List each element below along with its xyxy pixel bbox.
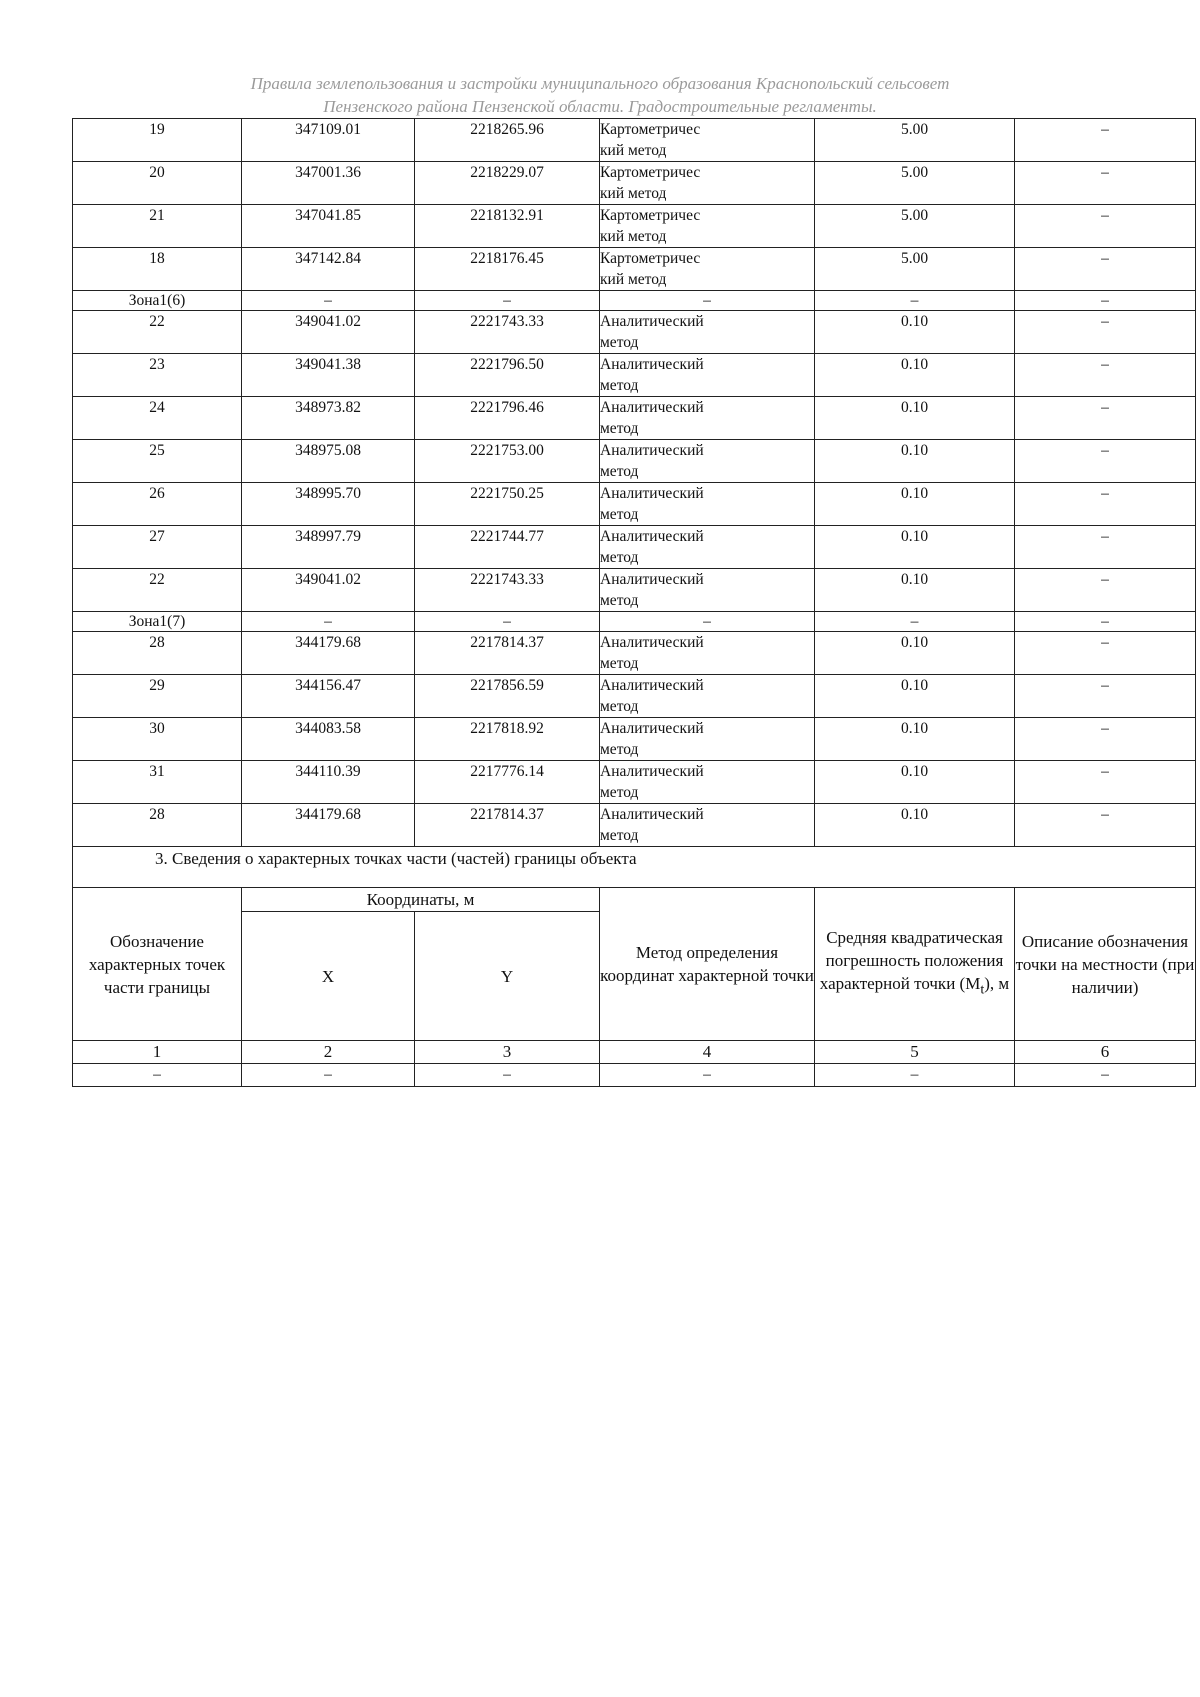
description: – — [1015, 291, 1196, 311]
coord-x: 348997.79 — [242, 526, 415, 569]
column-number: 3 — [415, 1041, 600, 1064]
table-row — [73, 761, 1196, 804]
method-line-1: Аналитический — [600, 399, 704, 416]
description: – — [1015, 311, 1196, 354]
description: – — [1015, 632, 1196, 675]
table-row — [73, 397, 1196, 440]
coord-x: 348973.82 — [242, 397, 415, 440]
description: – — [1015, 397, 1196, 440]
table-row — [73, 119, 1196, 162]
description: – — [1015, 440, 1196, 483]
method — [600, 675, 815, 718]
table-row — [73, 526, 1196, 569]
method: – — [600, 612, 815, 632]
point-number: 23 — [73, 354, 242, 397]
method-line-2: кий метод — [600, 271, 667, 288]
table-row — [73, 311, 1196, 354]
description: – — [1015, 205, 1196, 248]
mean-error: 0.10 — [815, 804, 1015, 847]
method-line-1: Картометричес — [600, 164, 701, 181]
description: – — [1015, 248, 1196, 291]
header-y: Y — [415, 912, 600, 1041]
coord-y: – — [415, 612, 600, 632]
column-number: 1 — [73, 1041, 242, 1064]
method-line-1: Аналитический — [600, 356, 704, 373]
description: – — [1015, 354, 1196, 397]
method — [600, 354, 815, 397]
mean-error: 0.10 — [815, 761, 1015, 804]
coord-y: 2217776.14 — [415, 761, 600, 804]
method-line-2: метод — [600, 377, 639, 394]
method-line-1: Аналитический — [600, 313, 704, 330]
coord-x: – — [242, 612, 415, 632]
coord-x: 348995.70 — [242, 483, 415, 526]
coord-y: – — [415, 291, 600, 311]
mean-error: 0.10 — [815, 440, 1015, 483]
point-number: 25 — [73, 440, 242, 483]
coord-x: 344083.58 — [242, 718, 415, 761]
table-row — [73, 248, 1196, 291]
coord-x: 344110.39 — [242, 761, 415, 804]
header-method: Метод определения координат характерной точки — [600, 888, 815, 1041]
method-line-2: метод — [600, 698, 639, 715]
table-row — [73, 483, 1196, 526]
coord-y: 2217814.37 — [415, 632, 600, 675]
method — [600, 569, 815, 612]
column-number: 5 — [815, 1041, 1015, 1064]
header-x: X — [242, 912, 415, 1041]
method-line-2: метод — [600, 741, 639, 758]
coord-y: 2218132.91 — [415, 205, 600, 248]
method-line-1: Аналитический — [600, 571, 704, 588]
method-line-1: Аналитический — [600, 720, 704, 737]
method-line-2: метод — [600, 549, 639, 566]
description: – — [1015, 526, 1196, 569]
point-number: 19 — [73, 119, 242, 162]
method — [600, 162, 815, 205]
table-row — [73, 675, 1196, 718]
table-row — [73, 632, 1196, 675]
mean-error: 0.10 — [815, 632, 1015, 675]
coord-x: – — [242, 291, 415, 311]
point-number: 28 — [73, 632, 242, 675]
method: – — [600, 291, 815, 311]
coord-y: 2221743.33 — [415, 569, 600, 612]
empty-cell: – — [73, 1064, 242, 1087]
coord-y: 2217814.37 — [415, 804, 600, 847]
point-number: 26 — [73, 483, 242, 526]
method — [600, 483, 815, 526]
point-number: Зона1(6) — [73, 291, 242, 311]
method — [600, 205, 815, 248]
coord-x: 348975.08 — [242, 440, 415, 483]
description: – — [1015, 612, 1196, 632]
method-line-2: кий метод — [600, 185, 667, 202]
method-line-1: Аналитический — [600, 485, 704, 502]
column-number: 6 — [1015, 1041, 1196, 1064]
method-line-1: Картометричес — [600, 250, 701, 267]
header-line-1: Правила землепользования и застройки муниципального образования Краснопольский сельсовет — [250, 74, 950, 93]
method — [600, 761, 815, 804]
point-number: 29 — [73, 675, 242, 718]
mean-error: – — [815, 612, 1015, 632]
column-number: 2 — [242, 1041, 415, 1064]
coord-x: 347041.85 — [242, 205, 415, 248]
coord-y: 2221744.77 — [415, 526, 600, 569]
point-number: Зона1(7) — [73, 612, 242, 632]
method-line-1: Картометричес — [600, 207, 701, 224]
method-line-2: метод — [600, 420, 639, 437]
description: – — [1015, 483, 1196, 526]
header-error-unit: ), м — [984, 974, 1010, 994]
method-line-1: Аналитический — [600, 528, 704, 545]
method-line-1: Аналитический — [600, 634, 704, 651]
coord-x: 349041.02 — [242, 311, 415, 354]
table-row — [73, 162, 1196, 205]
mean-error: 5.00 — [815, 205, 1015, 248]
method-line-2: метод — [600, 506, 639, 523]
coord-x: 347142.84 — [242, 248, 415, 291]
method-line-1: Аналитический — [600, 763, 704, 780]
table-row — [73, 718, 1196, 761]
mean-error: 0.10 — [815, 526, 1015, 569]
empty-cell: – — [242, 1064, 415, 1087]
boundary-points-table — [72, 118, 1196, 1087]
mean-error: 0.10 — [815, 569, 1015, 612]
method — [600, 119, 815, 162]
coord-y: 2221796.46 — [415, 397, 600, 440]
coord-x: 347109.01 — [242, 119, 415, 162]
method-line-2: кий метод — [600, 142, 667, 159]
mean-error: 5.00 — [815, 248, 1015, 291]
header-coordinates: Координаты, м — [242, 888, 600, 912]
header-description: Описание обозначения точки на местности (при наличии) — [1015, 888, 1196, 1041]
point-number: 20 — [73, 162, 242, 205]
document-header — [0, 72, 1200, 118]
description: – — [1015, 804, 1196, 847]
description: – — [1015, 569, 1196, 612]
coord-y: 2221750.25 — [415, 483, 600, 526]
mean-error: 0.10 — [815, 718, 1015, 761]
zone-row — [73, 612, 1196, 632]
description: – — [1015, 119, 1196, 162]
point-number: 30 — [73, 718, 242, 761]
coord-y: 2217856.59 — [415, 675, 600, 718]
mean-error: 0.10 — [815, 311, 1015, 354]
mean-error: – — [815, 291, 1015, 311]
method-line-1: Картометричес — [600, 121, 701, 138]
point-number: 27 — [73, 526, 242, 569]
method — [600, 804, 815, 847]
mean-error: 0.10 — [815, 354, 1015, 397]
method — [600, 440, 815, 483]
coord-y: 2221796.50 — [415, 354, 600, 397]
header-line-2: Пензенского района Пензенской области. Градостроительные регламенты. — [323, 97, 877, 116]
description: – — [1015, 761, 1196, 804]
method — [600, 718, 815, 761]
header-error-text: Средняя квадратическая погрешность положения характерной точки (M — [819, 928, 1004, 994]
zone-row — [73, 291, 1196, 311]
empty-cell: – — [1015, 1064, 1196, 1087]
description: – — [1015, 675, 1196, 718]
coord-x: 344156.47 — [242, 675, 415, 718]
method-line-1: Аналитический — [600, 806, 704, 823]
section3 — [73, 847, 1196, 1087]
mean-error: 0.10 — [815, 483, 1015, 526]
empty-row — [73, 1064, 1196, 1087]
point-number: 21 — [73, 205, 242, 248]
column-number: 4 — [600, 1041, 815, 1064]
mean-error: 0.10 — [815, 397, 1015, 440]
table-row — [73, 804, 1196, 847]
method — [600, 248, 815, 291]
section3-title: 3. Сведения о характерных точках части (частей) границы объекта — [73, 847, 1196, 888]
method-line-2: кий метод — [600, 228, 667, 245]
coord-y: 2218265.96 — [415, 119, 600, 162]
empty-cell: – — [600, 1064, 815, 1087]
point-number: 28 — [73, 804, 242, 847]
table-body — [73, 119, 1196, 847]
mean-error: 5.00 — [815, 162, 1015, 205]
description: – — [1015, 162, 1196, 205]
method-line-2: метод — [600, 827, 639, 844]
mean-error: 0.10 — [815, 675, 1015, 718]
table-row — [73, 354, 1196, 397]
method — [600, 526, 815, 569]
method-line-2: метод — [600, 334, 639, 351]
empty-cell: – — [815, 1064, 1015, 1087]
coord-y: 2217818.92 — [415, 718, 600, 761]
mean-error: 5.00 — [815, 119, 1015, 162]
header-error-sub: t — [980, 981, 985, 998]
coord-y: 2218176.45 — [415, 248, 600, 291]
point-number: 22 — [73, 569, 242, 612]
coord-x: 349041.38 — [242, 354, 415, 397]
coord-x: 349041.02 — [242, 569, 415, 612]
header-designation: Обозначение характерных точек части границы — [73, 888, 242, 1041]
method-line-2: метод — [600, 463, 639, 480]
point-number: 18 — [73, 248, 242, 291]
empty-cell: – — [415, 1064, 600, 1087]
header-error — [815, 888, 1015, 1041]
table-row — [73, 569, 1196, 612]
coord-y: 2218229.07 — [415, 162, 600, 205]
table-row — [73, 205, 1196, 248]
point-number: 31 — [73, 761, 242, 804]
point-number: 22 — [73, 311, 242, 354]
method — [600, 632, 815, 675]
method — [600, 397, 815, 440]
method-line-1: Аналитический — [600, 442, 704, 459]
method-line-2: метод — [600, 784, 639, 801]
method-line-2: метод — [600, 592, 639, 609]
table-row — [73, 440, 1196, 483]
method-line-2: метод — [600, 655, 639, 672]
column-numbers-row — [73, 1041, 1196, 1064]
coord-y: 2221743.33 — [415, 311, 600, 354]
coord-x: 344179.68 — [242, 804, 415, 847]
coord-y: 2221753.00 — [415, 440, 600, 483]
coord-x: 344179.68 — [242, 632, 415, 675]
method — [600, 311, 815, 354]
point-number: 24 — [73, 397, 242, 440]
description: – — [1015, 718, 1196, 761]
coord-x: 347001.36 — [242, 162, 415, 205]
method-line-1: Аналитический — [600, 677, 704, 694]
